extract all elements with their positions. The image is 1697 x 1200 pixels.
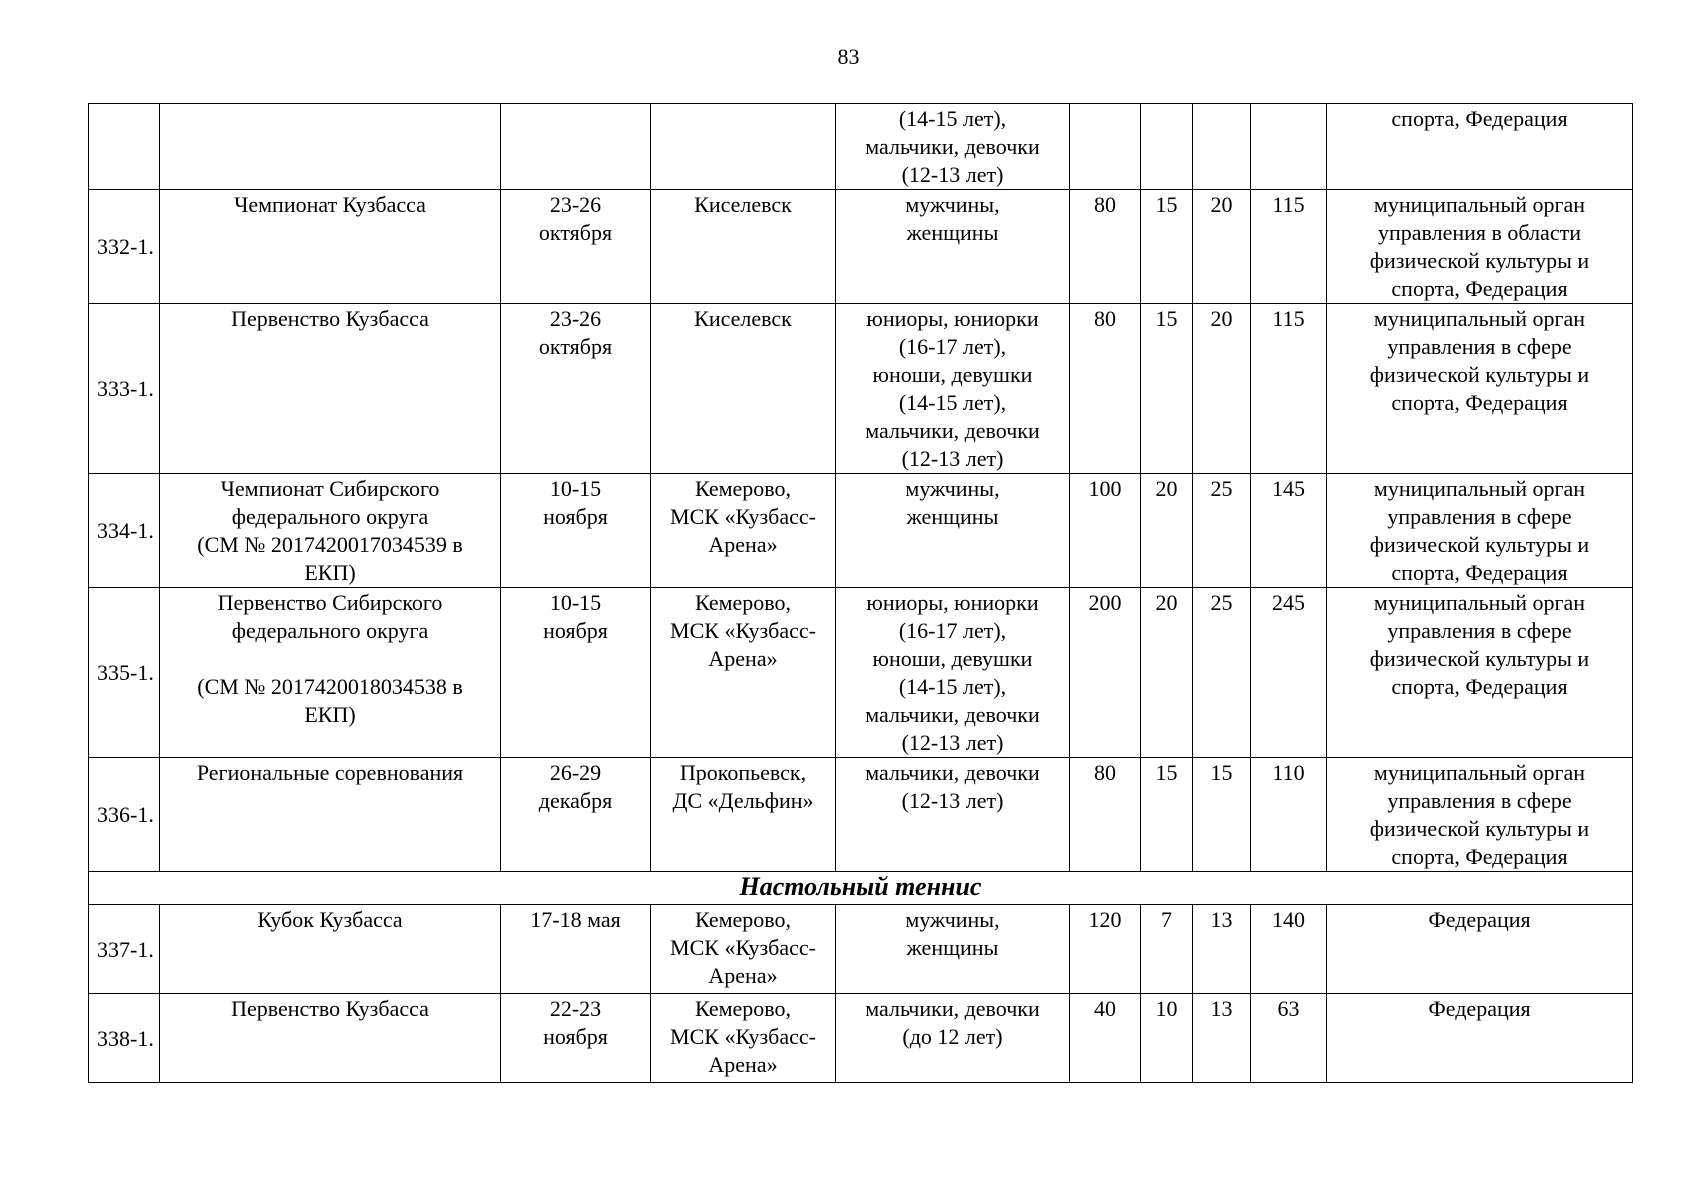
table-row xyxy=(89,758,1633,872)
event-dates-line: ноября xyxy=(543,1024,608,1049)
table-row xyxy=(89,304,1633,474)
event-dates xyxy=(501,588,651,758)
row-number: 333-1. xyxy=(89,304,160,474)
event-organizer-line: спорта, Федерация xyxy=(1391,390,1568,415)
event-participants-line: (16-17 лет), xyxy=(898,334,1007,359)
section-header xyxy=(89,872,1633,905)
event-dates-line: октября xyxy=(538,220,613,245)
count-athletes xyxy=(1070,104,1141,190)
event-participants-line: (12-13 лет) xyxy=(901,788,1004,813)
event-name xyxy=(160,588,501,758)
event-name-line: федерального округа xyxy=(231,504,429,529)
event-name-line: (СМ № 2017420018034538 в xyxy=(197,674,463,699)
table-row xyxy=(89,905,1633,994)
event-participants-line: (12-13 лет) xyxy=(901,730,1004,755)
event-dates-line: 22-23 xyxy=(549,996,602,1021)
table-row xyxy=(89,588,1633,758)
event-participants-line: женщины xyxy=(906,504,999,529)
event-participants-line: мужчины, xyxy=(905,907,1000,932)
section-title: Настольный теннис xyxy=(89,872,1633,905)
event-participants-line: юноши, девушки xyxy=(872,362,1033,387)
event-dates-line: декабря xyxy=(538,788,613,813)
count-coaches: 7 xyxy=(1141,905,1193,994)
event-participants-line: мальчики, девочки xyxy=(865,760,1040,785)
event-name xyxy=(160,104,501,190)
count-total xyxy=(1251,104,1327,190)
count-athletes: 40 xyxy=(1070,994,1141,1083)
event-name-line: Первенство Кузбасса xyxy=(231,996,429,1021)
event-participants-line: женщины xyxy=(906,935,999,960)
event-participants-line: (до 12 лет) xyxy=(902,1024,1003,1049)
count-athletes: 80 xyxy=(1070,304,1141,474)
event-place-line: Прокопьевск, xyxy=(679,760,807,785)
event-place-line: Киселевск xyxy=(694,192,792,217)
event-participants-line: мальчики, девочки xyxy=(865,702,1040,727)
event-name-line xyxy=(164,645,496,673)
event-place-line: Арена» xyxy=(708,1052,778,1077)
event-dates-line: 17-18 мая xyxy=(530,907,621,932)
event-place-line: МСК «Кузбасс- xyxy=(670,618,816,643)
event-organizer-line: управления в сфере xyxy=(1387,618,1572,643)
event-participants xyxy=(836,994,1070,1083)
event-organizer-line: физической культуры и xyxy=(1369,816,1590,841)
row-number: 332-1. xyxy=(89,190,160,304)
event-dates xyxy=(501,304,651,474)
event-place-line: Кемерово, xyxy=(694,590,792,615)
rows-after xyxy=(89,905,1633,1083)
event-participants-line: (14-15 лет), xyxy=(898,106,1007,131)
event-participants xyxy=(836,905,1070,994)
event-place-line: МСК «Кузбасс- xyxy=(670,1024,816,1049)
event-dates-line: 10-15 xyxy=(549,476,602,501)
event-participants-line: (12-13 лет) xyxy=(901,446,1004,471)
event-participants-line: мужчины, xyxy=(905,192,1000,217)
event-participants xyxy=(836,104,1070,190)
event-name xyxy=(160,758,501,872)
event-place-line: Арена» xyxy=(708,963,778,988)
event-participants-line: юниоры, юниорки xyxy=(866,306,1039,331)
event-organizer-line: управления в сфере xyxy=(1387,504,1572,529)
event-dates-line: октября xyxy=(538,334,613,359)
count-coaches: 20 xyxy=(1141,588,1193,758)
row-number: 338-1. xyxy=(89,994,160,1083)
event-organizer-line: физической культуры и xyxy=(1369,646,1590,671)
event-name-line: Первенство Кузбасса xyxy=(231,306,429,331)
event-participants xyxy=(836,758,1070,872)
event-place-line: Арена» xyxy=(708,532,778,557)
count-judges: 13 xyxy=(1193,905,1251,994)
count-total: 140 xyxy=(1251,905,1327,994)
event-dates-line: 23-26 xyxy=(549,192,602,217)
event-place xyxy=(651,905,836,994)
event-participants-line: юниоры, юниорки xyxy=(866,590,1039,615)
event-participants-line: мужчины, xyxy=(905,476,1000,501)
table-row xyxy=(89,994,1633,1083)
count-total: 115 xyxy=(1251,304,1327,474)
event-dates-line: 26-29 xyxy=(549,760,602,785)
count-total: 245 xyxy=(1251,588,1327,758)
event-organizer xyxy=(1327,474,1633,588)
event-place-line: Кемерово, xyxy=(694,996,792,1021)
count-athletes: 200 xyxy=(1070,588,1141,758)
event-organizer-line: управления в области xyxy=(1378,220,1581,245)
event-name-line: Чемпионат Кузбасса xyxy=(234,192,426,217)
event-organizer-line: спорта, Федерация xyxy=(1391,844,1568,869)
event-organizer-line: муниципальный орган xyxy=(1373,306,1586,331)
row-number: 335-1. xyxy=(89,588,160,758)
event-organizer-line: управления в сфере xyxy=(1387,334,1572,359)
event-place xyxy=(651,758,836,872)
event-name-line: Кубок Кузбасса xyxy=(257,907,403,932)
event-place-line: Арена» xyxy=(708,646,778,671)
event-name xyxy=(160,190,501,304)
event-organizer xyxy=(1327,190,1633,304)
event-name-line: Чемпионат Сибирского xyxy=(220,476,440,501)
event-organizer xyxy=(1327,304,1633,474)
event-organizer-line: муниципальный орган xyxy=(1373,590,1586,615)
row-number xyxy=(89,104,160,190)
event-place xyxy=(651,474,836,588)
count-judges: 13 xyxy=(1193,994,1251,1083)
row-number: 336-1. xyxy=(89,758,160,872)
event-name xyxy=(160,905,501,994)
row-number: 337-1. xyxy=(89,905,160,994)
count-judges: 20 xyxy=(1193,304,1251,474)
table-row xyxy=(89,474,1633,588)
event-dates-line: 10-15 xyxy=(549,590,602,615)
event-name xyxy=(160,304,501,474)
count-judges: 15 xyxy=(1193,758,1251,872)
event-place-line: Кемерово, xyxy=(694,907,792,932)
event-organizer xyxy=(1327,104,1633,190)
event-name-line: ЕКП) xyxy=(304,702,356,727)
events-table xyxy=(88,103,1633,1083)
event-dates-line: ноября xyxy=(543,618,608,643)
event-organizer xyxy=(1327,994,1633,1083)
table-row xyxy=(89,190,1633,304)
event-participants xyxy=(836,474,1070,588)
page-number: 83 xyxy=(837,44,860,69)
event-participants-line: женщины xyxy=(906,220,999,245)
event-organizer-line: спорта, Федерация xyxy=(1391,276,1568,301)
event-organizer xyxy=(1327,758,1633,872)
event-participants-line: юноши, девушки xyxy=(872,646,1033,671)
event-participants-line: мальчики, девочки xyxy=(865,418,1040,443)
row-number: 334-1. xyxy=(89,474,160,588)
event-participants xyxy=(836,588,1070,758)
count-total: 110 xyxy=(1251,758,1327,872)
event-place-line: МСК «Кузбасс- xyxy=(670,935,816,960)
event-place-line: ДС «Дельфин» xyxy=(672,788,814,813)
event-dates xyxy=(501,758,651,872)
event-dates xyxy=(501,994,651,1083)
event-participants xyxy=(836,190,1070,304)
event-organizer-line: Федерация xyxy=(1428,996,1531,1021)
event-organizer xyxy=(1327,905,1633,994)
count-judges: 20 xyxy=(1193,190,1251,304)
event-dates-line: ноября xyxy=(543,504,608,529)
event-place-line: Киселевск xyxy=(694,306,792,331)
event-organizer-line: физической культуры и xyxy=(1369,248,1590,273)
count-athletes: 120 xyxy=(1070,905,1141,994)
event-place-line: Кемерово, xyxy=(694,476,792,501)
event-name-line: федерального округа xyxy=(231,618,429,643)
event-dates xyxy=(501,190,651,304)
count-coaches: 20 xyxy=(1141,474,1193,588)
event-organizer-line: управления в сфере xyxy=(1387,788,1572,813)
event-participants-line: мальчики, девочки xyxy=(865,134,1040,159)
count-athletes: 80 xyxy=(1070,190,1141,304)
event-dates xyxy=(501,104,651,190)
event-name-line: Региональные соревнования xyxy=(196,760,464,785)
event-organizer-line: муниципальный орган xyxy=(1373,760,1586,785)
event-place xyxy=(651,588,836,758)
event-dates-line: 23-26 xyxy=(549,306,602,331)
count-athletes: 80 xyxy=(1070,758,1141,872)
event-organizer xyxy=(1327,588,1633,758)
event-dates xyxy=(501,905,651,994)
event-name-line: ЕКП) xyxy=(304,560,356,585)
event-place xyxy=(651,994,836,1083)
event-participants-line: (14-15 лет), xyxy=(898,390,1007,415)
event-organizer-line: Федерация xyxy=(1428,907,1531,932)
event-organizer-line: спорта, Федерация xyxy=(1391,106,1568,131)
rows-before xyxy=(89,104,1633,872)
event-participants xyxy=(836,304,1070,474)
table-row xyxy=(89,104,1633,190)
event-organizer-line: спорта, Федерация xyxy=(1391,674,1568,699)
event-participants-line: (12-13 лет) xyxy=(901,162,1004,187)
count-coaches: 10 xyxy=(1141,994,1193,1083)
event-participants-line: мальчики, девочки xyxy=(865,996,1040,1021)
count-judges xyxy=(1193,104,1251,190)
event-organizer-line: физической культуры и xyxy=(1369,362,1590,387)
event-name xyxy=(160,994,501,1083)
count-total: 63 xyxy=(1251,994,1327,1083)
event-organizer-line: муниципальный орган xyxy=(1373,192,1586,217)
count-judges: 25 xyxy=(1193,474,1251,588)
count-total: 145 xyxy=(1251,474,1327,588)
event-name-line: Первенство Сибирского xyxy=(217,590,443,615)
event-organizer-line: спорта, Федерация xyxy=(1391,560,1568,585)
event-place-line: МСК «Кузбасс- xyxy=(670,504,816,529)
count-coaches xyxy=(1141,104,1193,190)
event-organizer-line: физической культуры и xyxy=(1369,532,1590,557)
count-judges: 25 xyxy=(1193,588,1251,758)
event-participants-line: (14-15 лет), xyxy=(898,674,1007,699)
count-coaches: 15 xyxy=(1141,304,1193,474)
event-place xyxy=(651,190,836,304)
count-total: 115 xyxy=(1251,190,1327,304)
count-athletes: 100 xyxy=(1070,474,1141,588)
event-dates xyxy=(501,474,651,588)
event-place xyxy=(651,104,836,190)
event-name xyxy=(160,474,501,588)
event-place xyxy=(651,304,836,474)
event-name-line: (СМ № 2017420017034539 в xyxy=(197,532,463,557)
count-coaches: 15 xyxy=(1141,190,1193,304)
event-organizer-line: муниципальный орган xyxy=(1373,476,1586,501)
event-participants-line: (16-17 лет), xyxy=(898,618,1007,643)
count-coaches: 15 xyxy=(1141,758,1193,872)
